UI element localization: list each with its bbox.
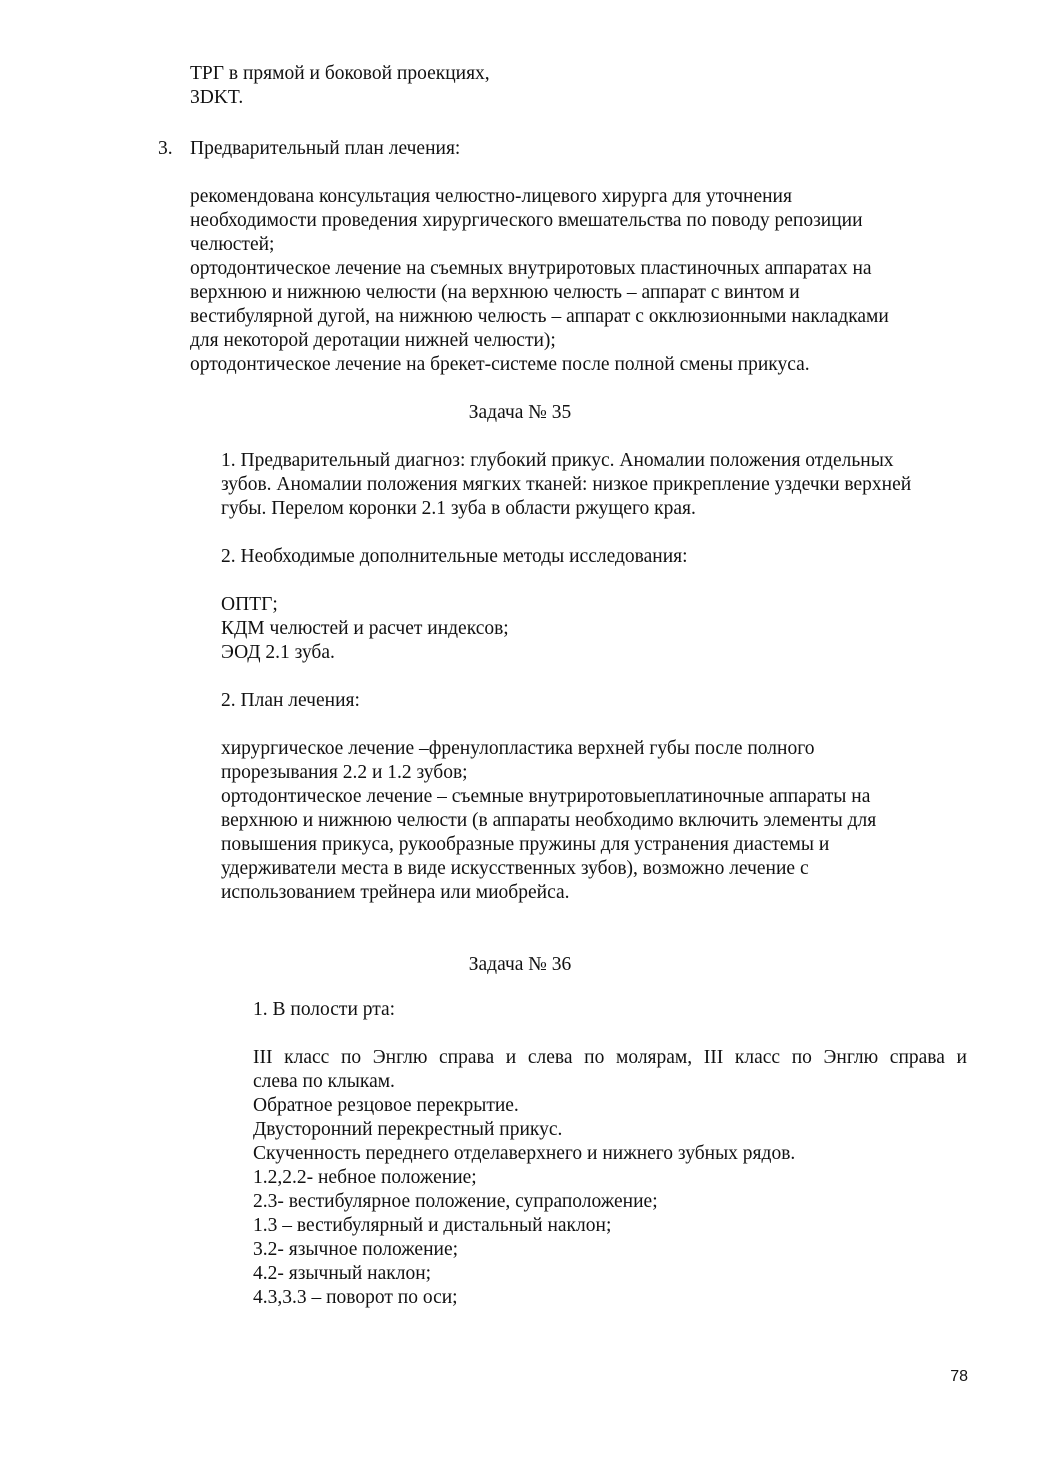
method-item: ОПТГ; — [221, 594, 278, 615]
section-3 — [190, 137, 889, 377]
paragraph-line: необходимости проведения хирургического вмешательства по поводу репозиции — [190, 210, 863, 231]
plan-line: использованием трейнера или миобрейса. — [221, 882, 570, 903]
exam-item: ТРГ в прямой и боковой проекциях, — [190, 63, 490, 84]
plan-line: верхнюю и нижнюю челюсти (в аппараты необходимо включить элементы для — [221, 810, 877, 831]
paragraph-line: челюстей; — [190, 234, 275, 255]
diagnosis-line: 1. Предварительный диагноз: глубокий прикус. Аномалии положения отдельных — [221, 450, 894, 471]
page-number: 78 — [950, 1368, 968, 1385]
diagnosis-line: зубов. Аномалии положения мягких тканей: низкое прикрепление уздечки верхней — [221, 474, 912, 495]
top-exam-list — [190, 62, 490, 110]
method-item: ЭОД 2.1 зуба. — [221, 642, 335, 663]
task-35-heading: Задача № 35 — [468, 402, 572, 423]
plan-line: повышения прикуса, рукообразные пружины для устранения диастемы и — [221, 834, 830, 855]
methods-title: 2. Необходимые дополнительные методы исследования: — [221, 546, 688, 567]
finding-line: Двусторонний перекрестный прикус. — [253, 1119, 563, 1140]
class-line: слева по клыкам. — [253, 1071, 395, 1092]
plan-title: 2. План лечения: — [221, 690, 360, 711]
plan-line: хирургическое лечение –френулопластика верхней губы после полного — [221, 738, 815, 759]
item-title: 1. В полости рта: — [253, 999, 396, 1020]
finding-line: 2.3- вестибулярное положение, супраположение; — [253, 1191, 658, 1212]
paragraph-line: для некоторой деротации нижней челюсти); — [190, 330, 556, 351]
paragraph-line: вестибулярной дугой, на нижнюю челюсть – аппарат с окклюзионными накладками — [190, 306, 889, 327]
diagnosis-line: губы. Перелом коронки 2.1 зуба в области ржущего края. — [221, 498, 696, 519]
plan-line: удерживатели места в виде искусственных зубов), возможно лечение с — [221, 858, 809, 879]
finding-line: 3.2- язычное положение; — [253, 1239, 459, 1260]
task-36-heading: Задача № 36 — [468, 954, 572, 975]
plan-line: прорезывания 2.2 и 1.2 зубов; — [221, 762, 468, 783]
paragraph-line: верхнюю и нижнюю челюсти (на верхнюю челюсть – аппарат с винтом и — [190, 282, 800, 303]
finding-line: 4.2- язычный наклон; — [253, 1263, 432, 1284]
finding-line: Скученность переднего отделаверхнего и нижнего зубных рядов. — [253, 1143, 796, 1164]
exam-item: 3DKT. — [190, 87, 244, 108]
paragraph-line: рекомендована консультация челюстно-лицевого хирурга для уточнения — [190, 186, 792, 207]
task-36 — [253, 998, 967, 1310]
finding-line: 1.2,2.2- небное положение; — [253, 1167, 477, 1188]
finding-line: 4.3,3.3 – поворот по оси; — [253, 1287, 458, 1308]
class-line: III класс по Энглю справа и слева по молярам, III класс по Энглю справа и — [253, 1047, 967, 1068]
paragraph-line: ортодонтическое лечение на брекет-системе после полной смены прикуса. — [190, 354, 810, 375]
plan-line: ортодонтическое лечение – съемные внутриротовыеплатиночные аппараты на — [221, 786, 871, 807]
finding-line: 1.3 – вестибулярный и дистальный наклон; — [253, 1215, 612, 1236]
section-number: 3. — [158, 138, 173, 159]
section-title: Предварительный план лечения: — [190, 138, 461, 159]
method-item: КДМ челюстей и расчет индексов; — [221, 618, 509, 639]
finding-line: Обратное резцовое перекрытие. — [253, 1095, 519, 1116]
paragraph-line: ортодонтическое лечение на съемных внутриротовых пластиночных аппаратах на — [190, 258, 872, 279]
task-35 — [221, 449, 911, 905]
